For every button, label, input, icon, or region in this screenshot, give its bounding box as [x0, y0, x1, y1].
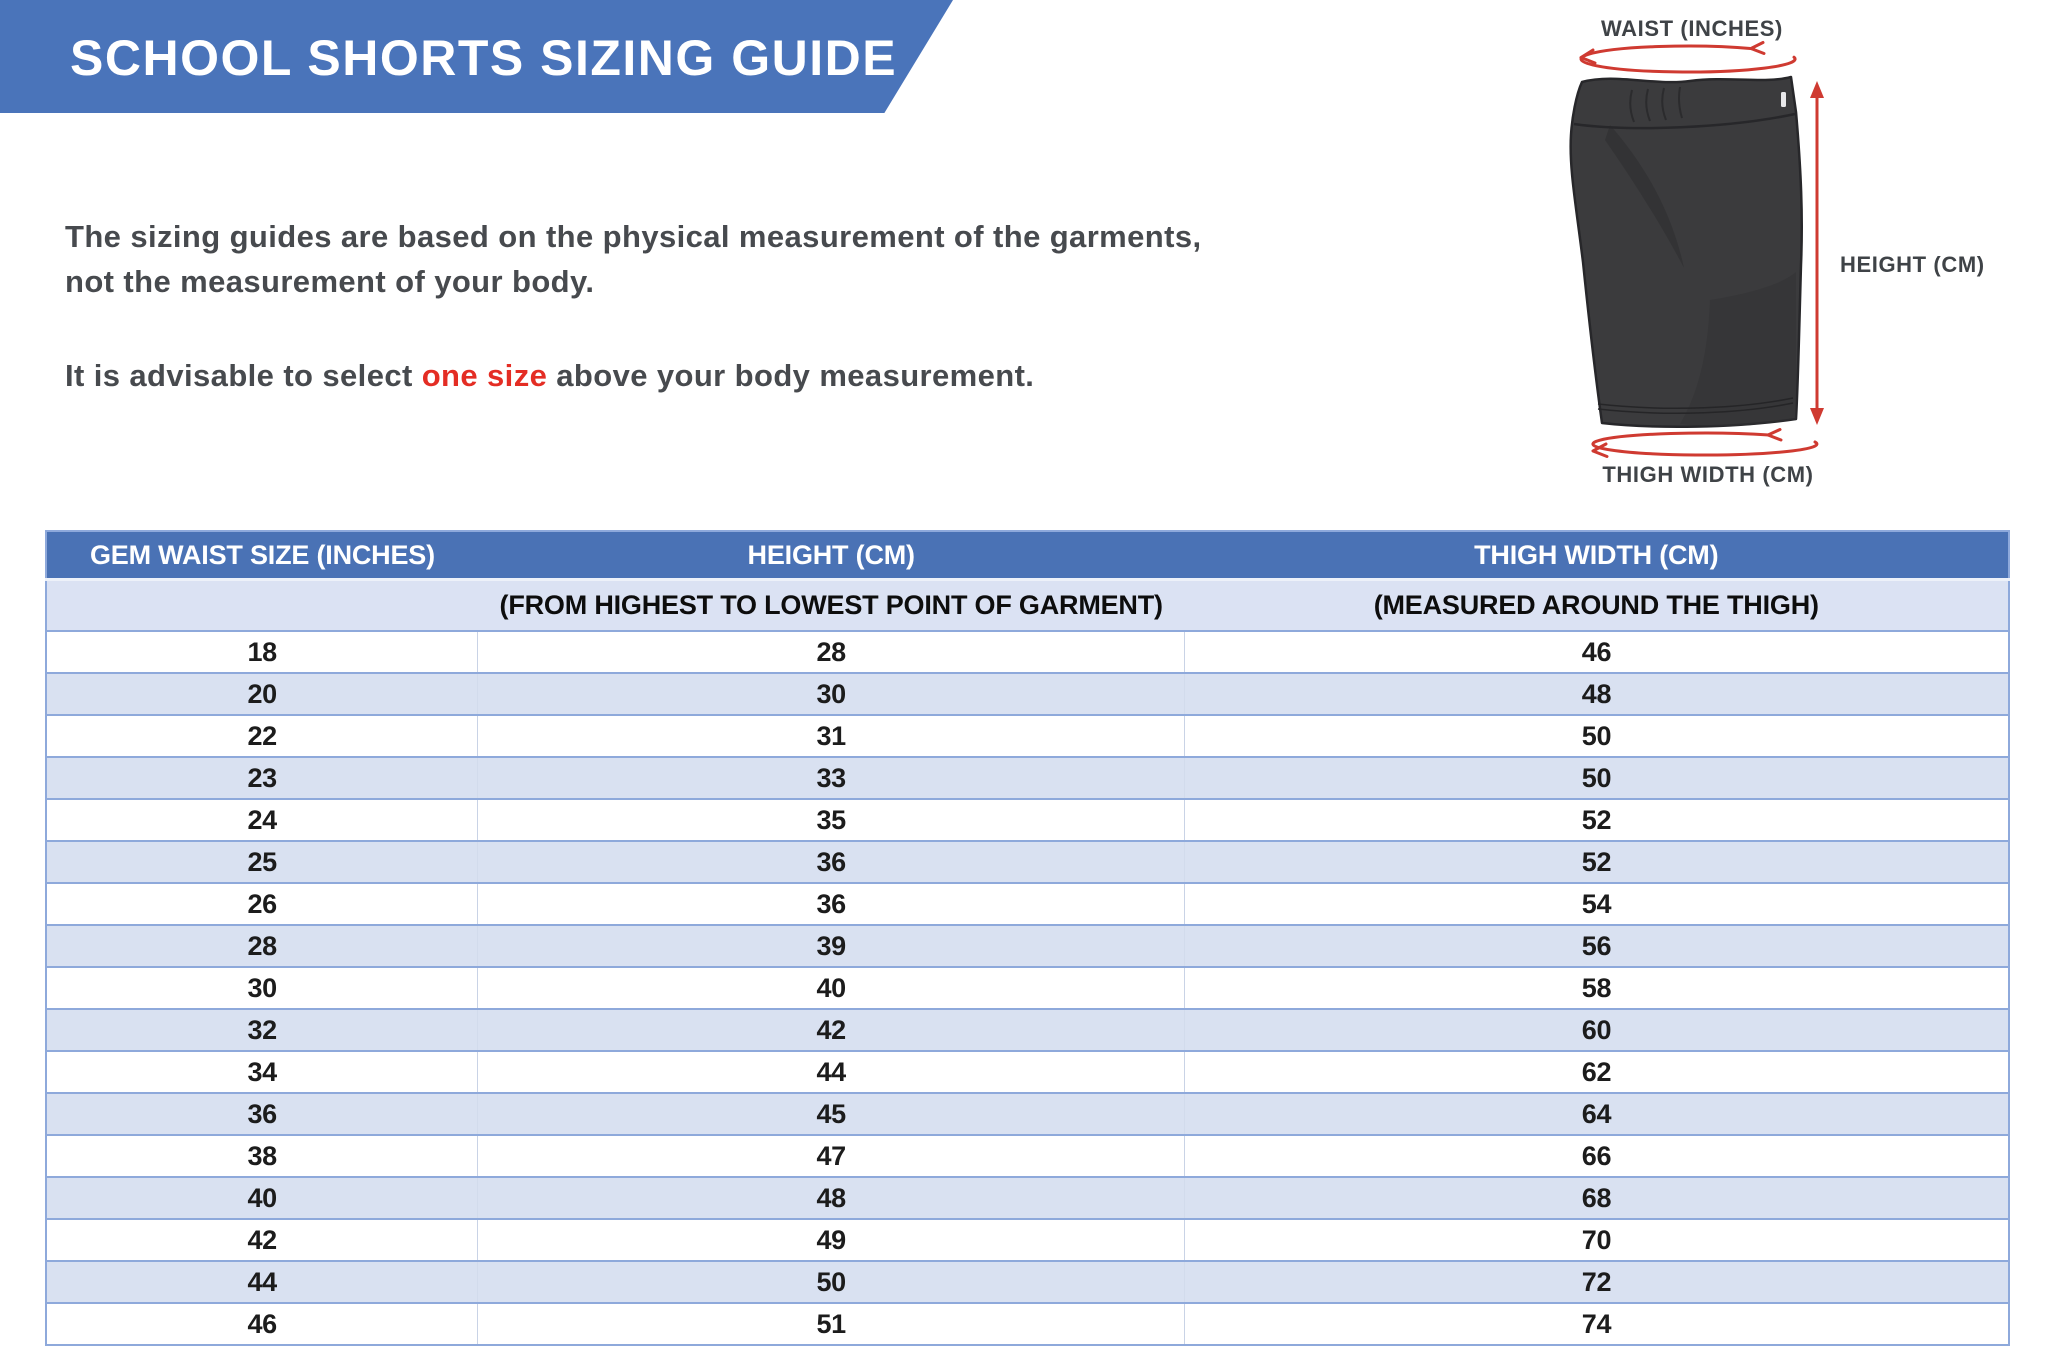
- waist-cell: 26: [46, 883, 478, 925]
- table-row: [46, 715, 2009, 757]
- advice-paragraph: [65, 358, 1034, 394]
- waist-cell: 18: [46, 631, 478, 673]
- thigh-cell: 52: [1185, 799, 2009, 841]
- waist-cell: 25: [46, 841, 478, 883]
- waist-cell: 40: [46, 1177, 478, 1219]
- table-row: [46, 1051, 2009, 1093]
- col-header-thigh: THIGH WIDTH (CM): [1185, 531, 2009, 580]
- shorts-icon: [1571, 77, 1802, 427]
- thigh-cell: 60: [1185, 1009, 2009, 1051]
- thigh-cell: 54: [1185, 883, 2009, 925]
- thigh-cell: 62: [1185, 1051, 2009, 1093]
- thigh-cell: 72: [1185, 1261, 2009, 1303]
- height-cell: 42: [478, 1009, 1185, 1051]
- thigh-cell: 74: [1185, 1303, 2009, 1345]
- height-cell: 39: [478, 925, 1185, 967]
- waist-cell: 46: [46, 1303, 478, 1345]
- height-cell: 45: [478, 1093, 1185, 1135]
- table-row: [46, 1135, 2009, 1177]
- one-size-highlight: one size: [421, 358, 548, 393]
- waist-cell: 30: [46, 967, 478, 1009]
- waist-cell: 22: [46, 715, 478, 757]
- height-label: HEIGHT (CM): [1840, 252, 1985, 277]
- height-measure-arrow-icon: [1810, 81, 1824, 425]
- height-cell: 31: [478, 715, 1185, 757]
- thigh-cell: 46: [1185, 631, 2009, 673]
- thigh-cell: 64: [1185, 1093, 2009, 1135]
- sizing-table: [45, 530, 2010, 1346]
- table-row: [46, 631, 2009, 673]
- height-cell: 49: [478, 1219, 1185, 1261]
- advice-suffix: above your body measurement.: [547, 358, 1035, 393]
- waist-cell: 24: [46, 799, 478, 841]
- thigh-cell: 56: [1185, 925, 2009, 967]
- waist-cell: 36: [46, 1093, 478, 1135]
- height-cell: 33: [478, 757, 1185, 799]
- waist-label: WAIST (INCHES): [1601, 16, 1783, 41]
- table-row: [46, 1303, 2009, 1345]
- waist-cell: 20: [46, 673, 478, 715]
- subheader-thigh: (MEASURED AROUND THE THIGH): [1185, 580, 2009, 632]
- waist-cell: 34: [46, 1051, 478, 1093]
- table-row: [46, 967, 2009, 1009]
- table-row: [46, 799, 2009, 841]
- intro-paragraph: [65, 214, 1201, 304]
- thigh-cell: 68: [1185, 1177, 2009, 1219]
- waist-cell: 28: [46, 925, 478, 967]
- thigh-cell: 48: [1185, 673, 2009, 715]
- table-row: [46, 757, 2009, 799]
- thigh-cell: 70: [1185, 1219, 2009, 1261]
- header-row: [46, 531, 2009, 580]
- col-header-waist: GEM WAIST SIZE (INCHES): [46, 531, 478, 580]
- waist-cell: 42: [46, 1219, 478, 1261]
- height-cell: 28: [478, 631, 1185, 673]
- thigh-cell: 58: [1185, 967, 2009, 1009]
- table-row: [46, 1009, 2009, 1051]
- table-row: [46, 883, 2009, 925]
- thigh-cell: 66: [1185, 1135, 2009, 1177]
- thigh-cell: 50: [1185, 757, 2009, 799]
- col-header-height: HEIGHT (CM): [478, 531, 1185, 580]
- thigh-cell: 50: [1185, 715, 2009, 757]
- subheader-row: [46, 580, 2009, 632]
- table-row: [46, 1219, 2009, 1261]
- height-cell: 40: [478, 967, 1185, 1009]
- subheader-height: (FROM HIGHEST TO LOWEST POINT OF GARMENT): [478, 580, 1185, 632]
- table-row: [46, 925, 2009, 967]
- height-cell: 48: [478, 1177, 1185, 1219]
- waist-cell: 44: [46, 1261, 478, 1303]
- waist-cell: 32: [46, 1009, 478, 1051]
- advice-prefix: It is advisable to select: [65, 358, 422, 393]
- height-cell: 36: [478, 883, 1185, 925]
- waist-cell: 38: [46, 1135, 478, 1177]
- page-title: SCHOOL SHORTS SIZING GUIDE: [70, 30, 898, 86]
- height-cell: 30: [478, 673, 1185, 715]
- height-cell: 51: [478, 1303, 1185, 1345]
- height-cell: 50: [478, 1261, 1185, 1303]
- table-row: [46, 1093, 2009, 1135]
- height-cell: 35: [478, 799, 1185, 841]
- height-cell: 44: [478, 1051, 1185, 1093]
- subheader-waist: [46, 580, 478, 632]
- table-row: [46, 673, 2009, 715]
- thigh-measure-arrow-icon: [1593, 430, 1817, 457]
- table-row: [46, 1261, 2009, 1303]
- thigh-cell: 52: [1185, 841, 2009, 883]
- waist-measure-arrow-icon: [1581, 43, 1795, 73]
- intro-line-2: not the measurement of your body.: [65, 264, 595, 299]
- table-row: [46, 1177, 2009, 1219]
- height-cell: 36: [478, 841, 1185, 883]
- intro-line-1: The sizing guides are based on the physical measurement of the garments,: [65, 219, 1202, 254]
- table-row: [46, 841, 2009, 883]
- height-cell: 47: [478, 1135, 1185, 1177]
- waist-cell: 23: [46, 757, 478, 799]
- thigh-label: THIGH WIDTH (CM): [1602, 462, 1814, 487]
